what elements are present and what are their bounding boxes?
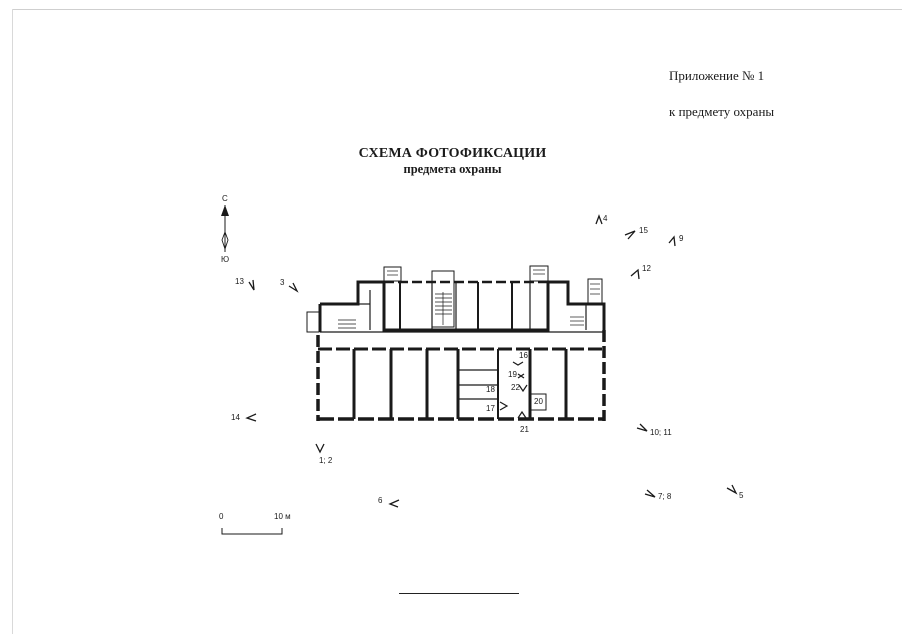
diagram-subtitle: предмета охраны [403,162,502,176]
viewpoint-9-icon [669,237,675,246]
scale-bar [219,512,291,534]
viewpoint-label-10-11: 10; 11 [650,428,672,437]
west-porch-stair [384,267,401,281]
compass-north-label: С [222,194,228,203]
scale-start-label: 0 [219,512,224,521]
building-plan [307,266,604,421]
scale-end-label: 10 м [274,512,291,521]
viewpoint-label-4: 4 [603,214,608,223]
viewpoint-label-15: 15 [639,226,648,235]
viewpoint-1-2-icon [316,444,324,452]
room-label-21: 21 [520,425,529,434]
footer-rule [399,593,519,594]
viewpoint-4-icon [596,216,602,224]
viewpoint-7-8-icon [645,490,655,497]
room-label-20: 20 [534,397,543,406]
room-label-22: 22 [511,383,520,392]
viewpoint-label-14: 14 [231,413,240,422]
annex-subject: к предмету охраны [669,104,775,119]
west-entrance [307,312,319,332]
annex-number: Приложение № 1 [669,68,765,83]
viewpoint-3-icon [289,283,297,291]
viewpoint-12-icon [631,270,639,279]
viewpoint-labels [231,214,744,505]
viewpoint-label-13: 13 [235,277,244,286]
viewpoint-label-3: 3 [280,278,285,287]
north-wing-outline [320,282,604,332]
viewpoint-15-icon [625,231,635,239]
compass-rose [221,194,229,264]
compass-north-arrow-icon [221,205,229,216]
viewpoint-label-1-2: 1; 2 [319,456,333,465]
compass-south-label: Ю [221,255,230,264]
viewpoint-10-11-icon [637,424,647,431]
viewpoint-label-5: 5 [739,491,744,500]
room-label-16: 16 [519,351,528,360]
room-label-18: 18 [486,385,495,394]
room-label-19: 19 [508,370,517,379]
viewpoint-5-icon [727,485,736,493]
room-label-17: 17 [486,404,495,413]
northeast-stair [588,279,602,303]
viewpoint-14-icon [247,414,256,421]
viewpoint-label-7-8: 7; 8 [658,492,672,501]
east-porch-stair [530,266,548,281]
viewpoint-13-icon [249,280,254,290]
viewpoint-label-9: 9 [679,234,684,243]
viewpoint-label-12: 12 [642,264,651,273]
diagram-title: СХЕМА ФОТОФИКСАЦИИ [358,146,547,161]
viewpoint-6-icon [390,500,399,507]
viewpoint-label-6: 6 [378,496,383,505]
scale-line [222,528,282,534]
